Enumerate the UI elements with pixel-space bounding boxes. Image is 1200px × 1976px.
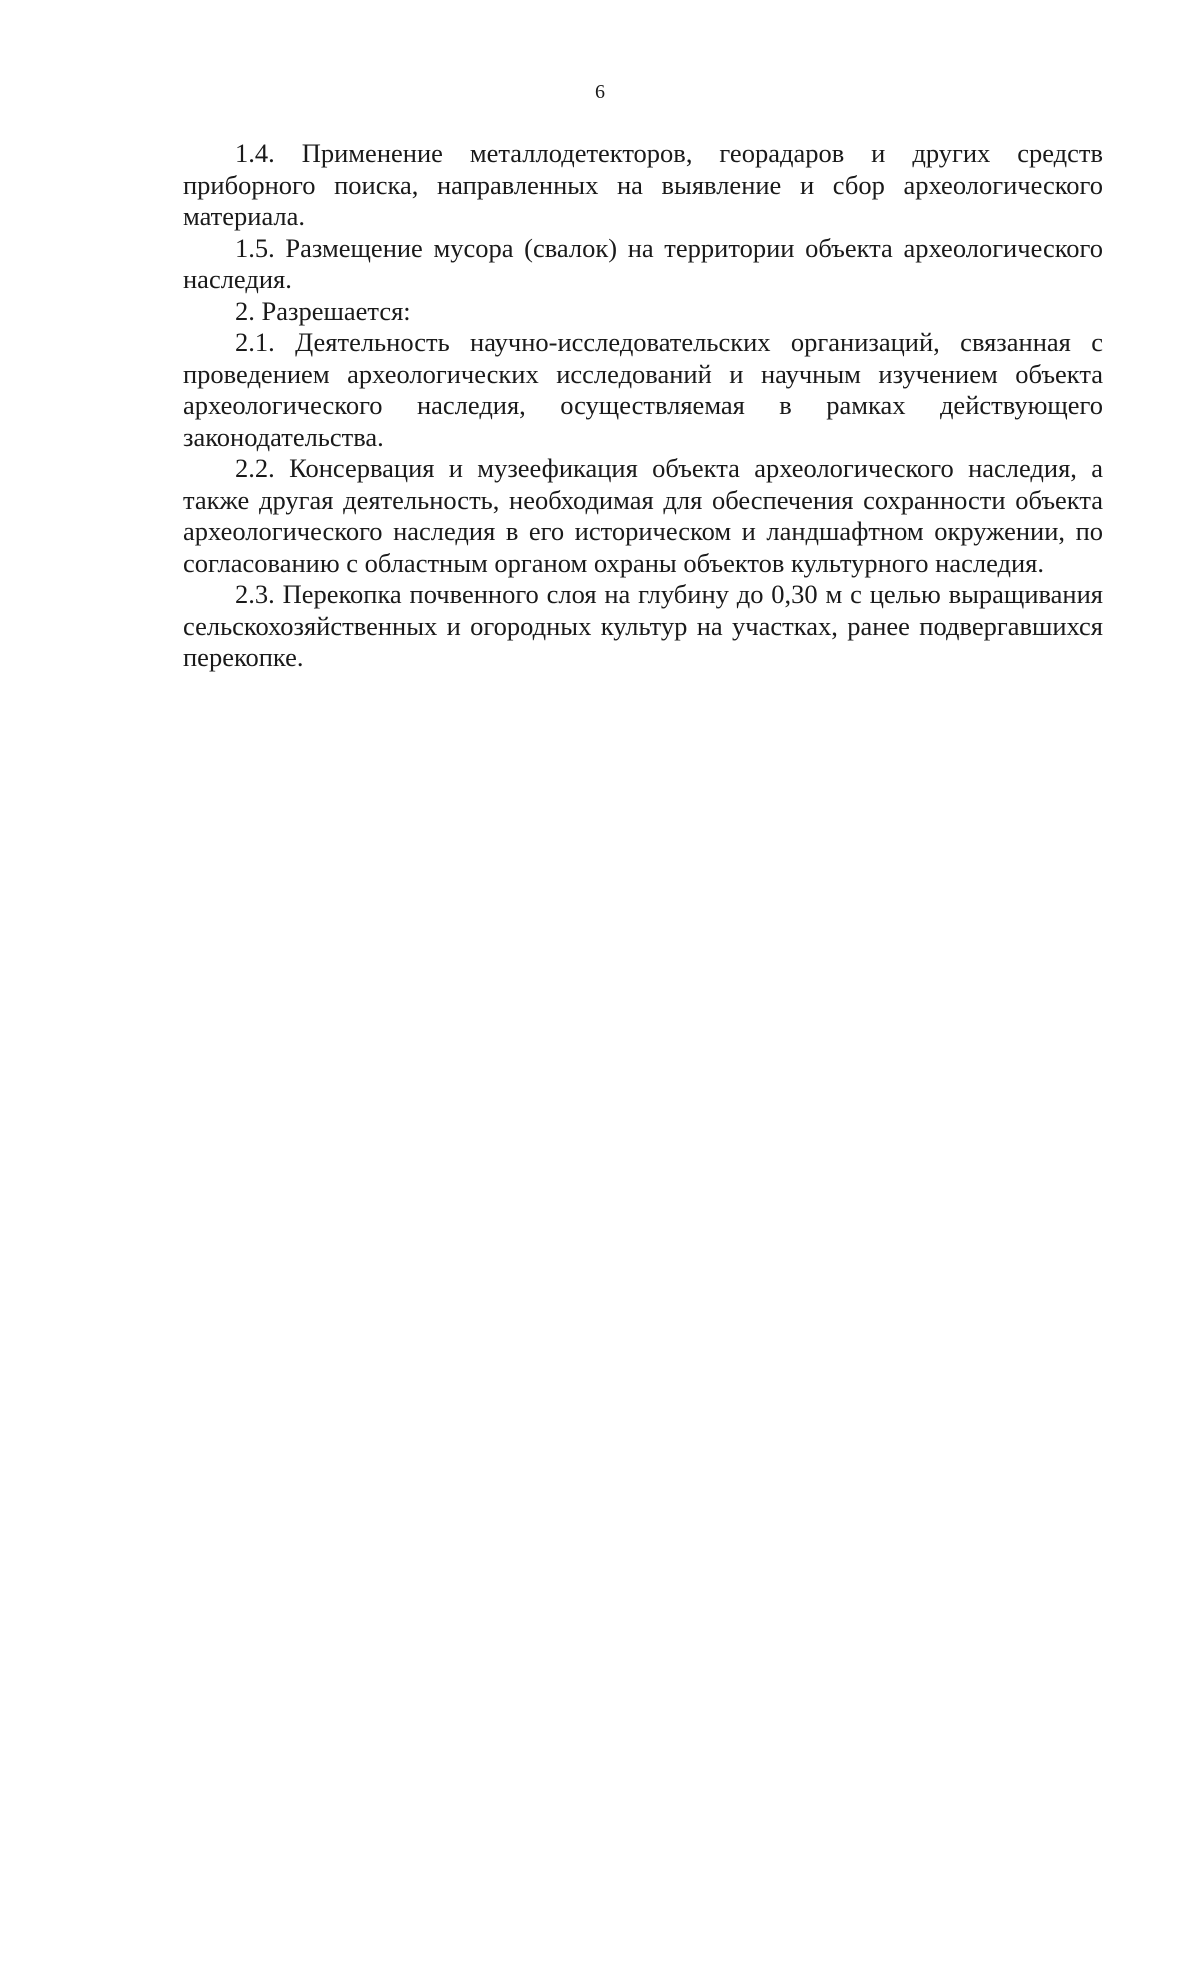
paragraph-1-5: 1.5. Размещение мусора (свалок) на территории объекта археологического наследия. [183,232,1103,294]
paragraph-1-4: 1.4. Применение металлодетекторов, георадаров и других средств приборного поиска, направленных на выявление и сбор археологического материала. [183,138,1103,231]
paragraph-2-3: 2.3. Перекопка почвенного слоя на глубину до 0,30 м с целью выращивания сельскохозяйственных и огородных культур на участках, ранее подвергавшихся перекопке. [183,579,1103,672]
paragraph-2-2: 2.2. Консервация и музеефикация объекта археологического наследия, а также другая деятельность, необходимая для обеспечения сохранности объекта археологического наследия в его историческом и ландшафтном окружении, по согласованию с областным органом охраны объектов культурного наследия. [183,453,1103,578]
paragraph-2-1: 2.1. Деятельность научно-исследовательских организаций, связанная с проведением археологических исследований и научным изучением объекта археологического наследия, осуществляемая в рамках действующего законодательства. [183,327,1103,452]
paragraph-2-heading: 2. Разрешается: [235,295,411,326]
page-number: 6 [595,81,605,103]
document-body [183,138,1103,674]
